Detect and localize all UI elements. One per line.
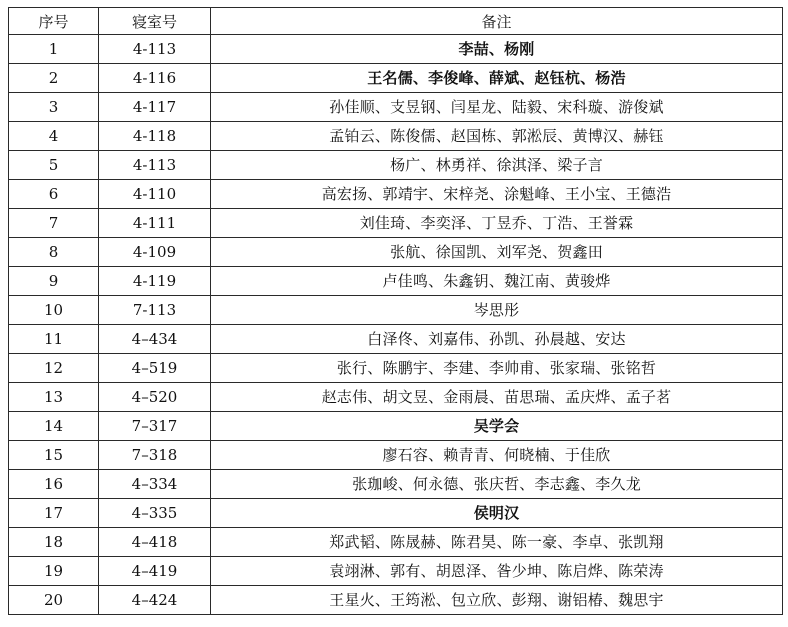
row-number: 7 [9, 209, 99, 238]
note-names: 王名儒、李俊峰、薛斌、赵钰杭、杨浩 [211, 64, 783, 93]
note-names: 郑武韬、陈晟赫、陈君昊、陈一豪、李卓、张凯翔 [211, 528, 783, 557]
note-names: 张航、徐国凯、刘军尧、贺鑫田 [211, 238, 783, 267]
note-names: 卢佳鸣、朱鑫钥、魏江南、黄骏烨 [211, 267, 783, 296]
dormitory-roster-table [8, 7, 783, 615]
room-number: 4-116 [99, 64, 211, 93]
room-number: 4–520 [99, 383, 211, 412]
room-number: 4–434 [99, 325, 211, 354]
row-number: 11 [9, 325, 99, 354]
table-body [9, 35, 783, 615]
note-names: 袁翊淋、郭有、胡恩泽、昝少坤、陈启烨、陈荣涛 [211, 557, 783, 586]
room-number: 4-110 [99, 180, 211, 209]
room-number: 4-119 [99, 267, 211, 296]
table-row [9, 64, 783, 93]
table-row [9, 238, 783, 267]
table-row [9, 122, 783, 151]
row-number: 4 [9, 122, 99, 151]
row-number: 19 [9, 557, 99, 586]
table-row [9, 441, 783, 470]
row-number: 18 [9, 528, 99, 557]
column-header-note: 备注 [211, 8, 783, 35]
note-names: 刘佳琦、李奕泽、丁昱乔、丁浩、王誉霖 [211, 209, 783, 238]
row-number: 17 [9, 499, 99, 528]
room-number: 7-113 [99, 296, 211, 325]
note-names: 廖石容、赖青青、何晓楠、于佳欣 [211, 441, 783, 470]
room-number: 7–317 [99, 412, 211, 441]
row-number: 8 [9, 238, 99, 267]
note-names: 吴学会 [211, 412, 783, 441]
room-number: 4–334 [99, 470, 211, 499]
table-row [9, 209, 783, 238]
row-number: 16 [9, 470, 99, 499]
note-names: 高宏扬、郭靖宇、宋梓尧、涂魁峰、王小宝、王德浩 [211, 180, 783, 209]
row-number: 9 [9, 267, 99, 296]
note-names: 孙佳顺、支昱钢、闫星龙、陆毅、宋科璇、游俊斌 [211, 93, 783, 122]
note-names: 李喆、杨刚 [211, 35, 783, 64]
table-row [9, 325, 783, 354]
note-names: 张行、陈鹏宇、李建、李帅甫、张家瑞、张铭哲 [211, 354, 783, 383]
note-names: 王星火、王筠淞、包立欣、彭翔、谢铝椿、魏思宇 [211, 586, 783, 615]
note-names: 岑思彤 [211, 296, 783, 325]
row-number: 10 [9, 296, 99, 325]
row-number: 14 [9, 412, 99, 441]
table-row [9, 383, 783, 412]
note-names: 侯明汉 [211, 499, 783, 528]
table-row [9, 35, 783, 64]
note-names: 杨广、林勇祥、徐淇泽、梁子言 [211, 151, 783, 180]
row-number: 5 [9, 151, 99, 180]
row-number: 6 [9, 180, 99, 209]
note-names: 赵志伟、胡文昱、金雨晨、苗思瑞、孟庆烨、孟子茗 [211, 383, 783, 412]
note-names: 白泽佟、刘嘉伟、孙凯、孙晨越、安达 [211, 325, 783, 354]
table-row [9, 528, 783, 557]
table-row [9, 499, 783, 528]
table-row [9, 354, 783, 383]
room-number: 7–318 [99, 441, 211, 470]
row-number: 15 [9, 441, 99, 470]
room-number: 4-111 [99, 209, 211, 238]
table-row [9, 296, 783, 325]
note-names: 张珈峻、何永德、张庆哲、李志鑫、李久龙 [211, 470, 783, 499]
room-number: 4-113 [99, 151, 211, 180]
table-row [9, 586, 783, 615]
table-row [9, 470, 783, 499]
room-number: 4-109 [99, 238, 211, 267]
row-number: 13 [9, 383, 99, 412]
room-number: 4-117 [99, 93, 211, 122]
room-number: 4–418 [99, 528, 211, 557]
table-row [9, 180, 783, 209]
table-row [9, 151, 783, 180]
note-names: 孟铂云、陈俊儒、赵国栋、郭淞辰、黄博汉、赫钰 [211, 122, 783, 151]
table-row [9, 93, 783, 122]
table-row [9, 267, 783, 296]
room-number: 4–519 [99, 354, 211, 383]
row-number: 12 [9, 354, 99, 383]
column-header-room: 寝室号 [99, 8, 211, 35]
row-number: 1 [9, 35, 99, 64]
table-header [9, 8, 783, 35]
room-number: 4-113 [99, 35, 211, 64]
table-row [9, 557, 783, 586]
column-header-number: 序号 [9, 8, 99, 35]
room-number: 4–419 [99, 557, 211, 586]
row-number: 20 [9, 586, 99, 615]
room-number: 4–335 [99, 499, 211, 528]
room-number: 4–424 [99, 586, 211, 615]
header-row [9, 8, 783, 35]
room-number: 4-118 [99, 122, 211, 151]
row-number: 2 [9, 64, 99, 93]
row-number: 3 [9, 93, 99, 122]
table-row [9, 412, 783, 441]
